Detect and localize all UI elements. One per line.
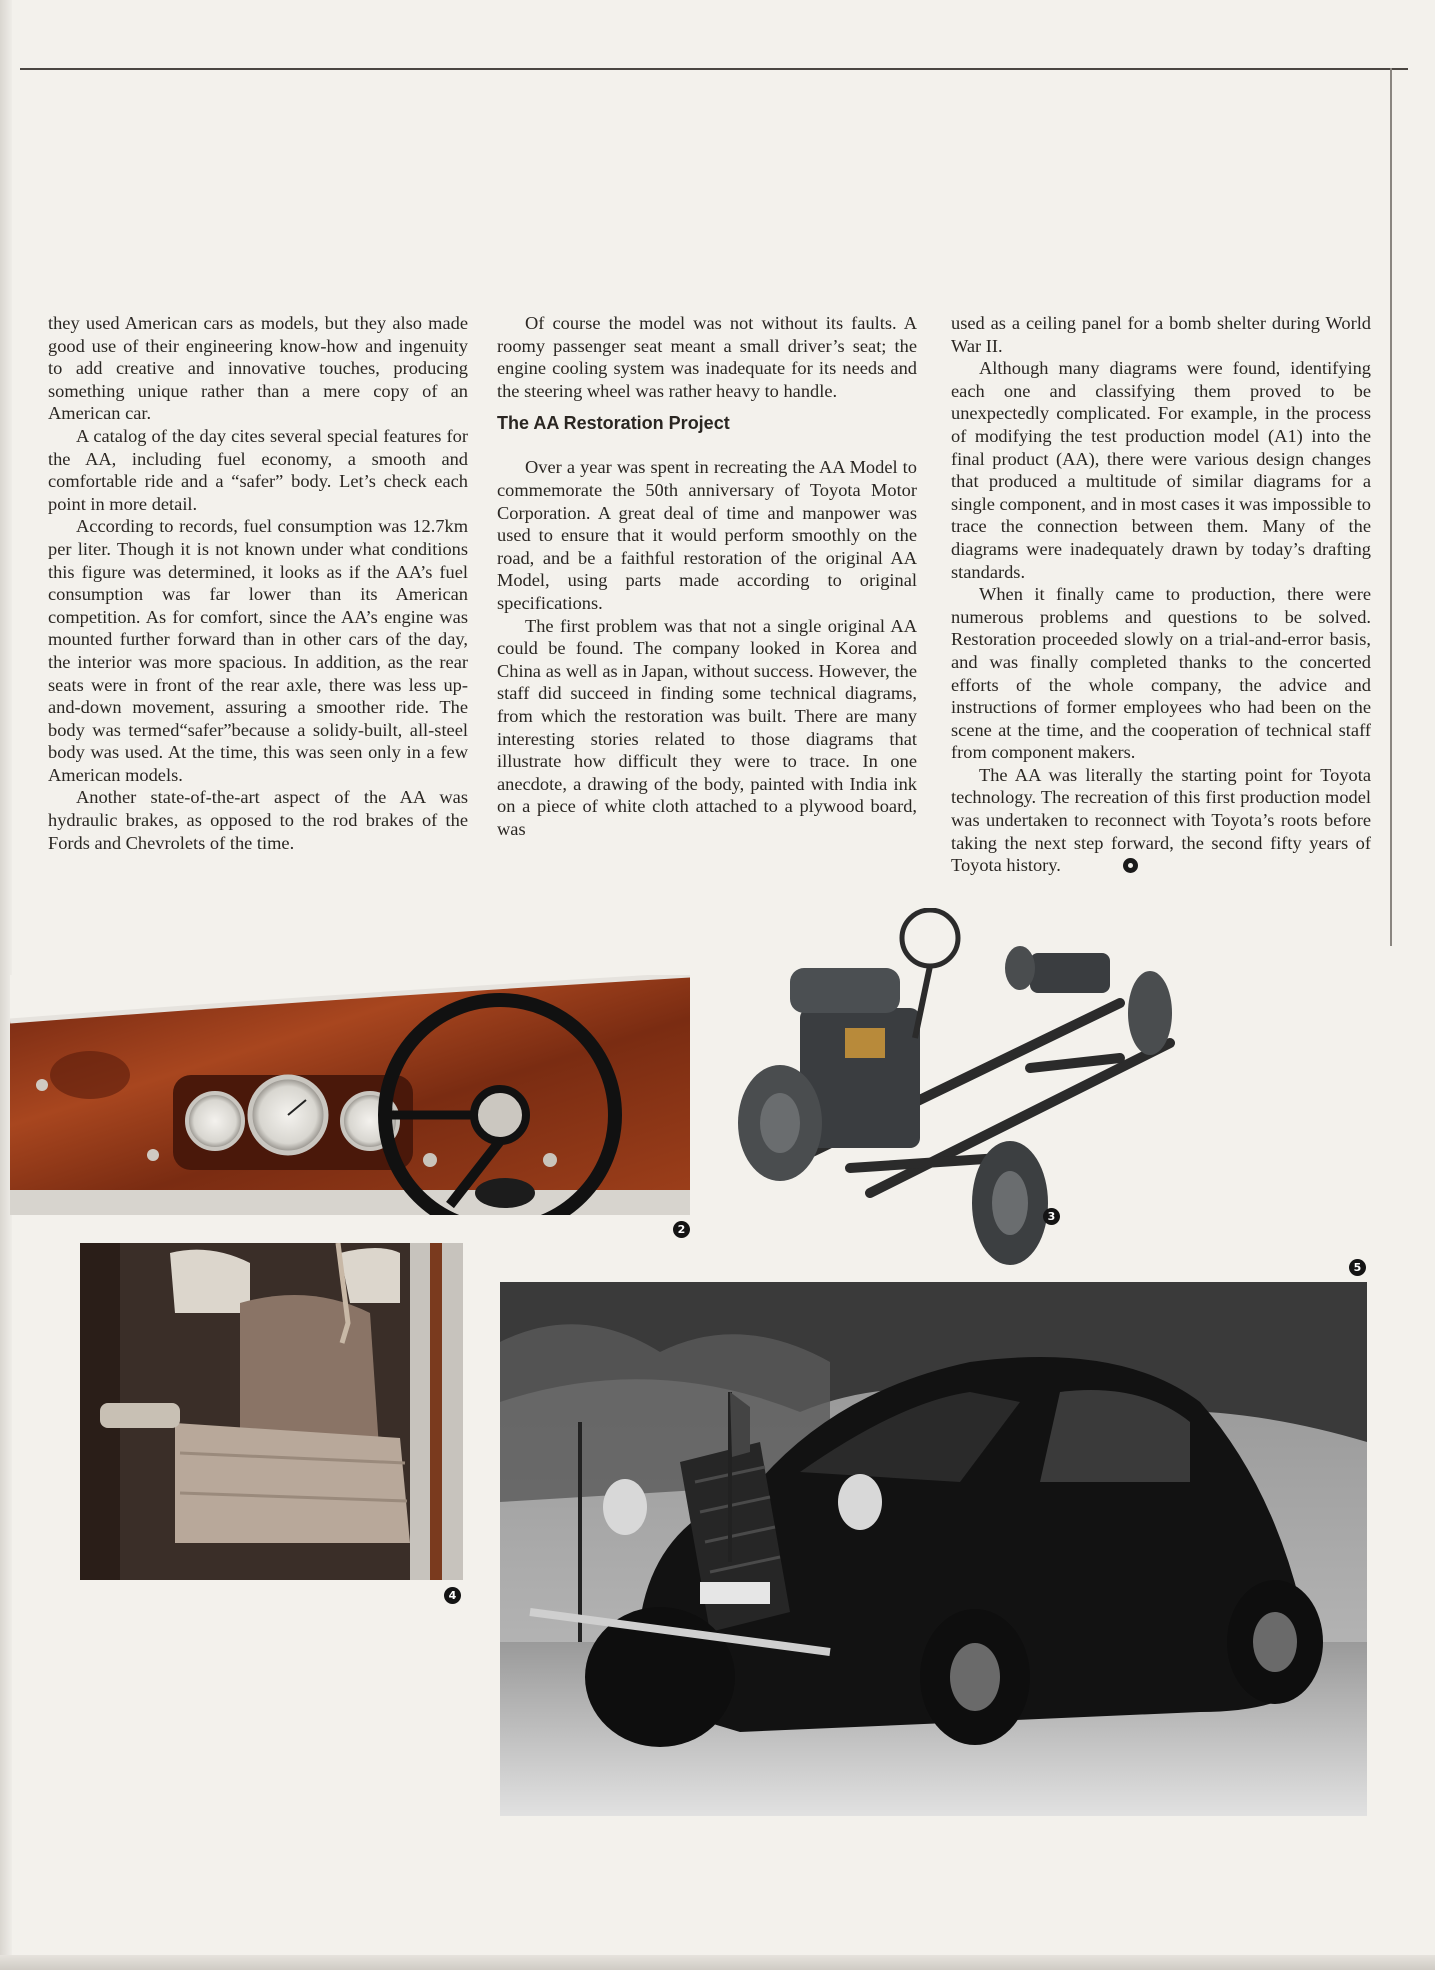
paragraph-text: The AA was literally the starting point for Toyota technology. The recreation of this first production model was undertaken to reconnect with Toyota’s roots before taking the next step forward, the second fifty years of Toyota history.	[951, 764, 1371, 876]
dashboard-icon	[10, 975, 690, 1215]
right-rule	[1390, 68, 1392, 946]
vintage-car-icon	[500, 1282, 1367, 1816]
rear-seat-photo	[80, 1243, 463, 1580]
paragraph	[951, 764, 1371, 877]
dashboard-photo	[10, 975, 690, 1215]
figure-number-5: 5	[1349, 1259, 1366, 1276]
figure-number-4: 4	[444, 1587, 461, 1604]
paragraph: Another state-of-the-art aspect of the AA was hydraulic brakes, as opposed to the rod brakes of the Fords and Chevrolets of the time.	[48, 787, 468, 853]
article-column-2	[497, 312, 917, 840]
end-of-article-icon	[1123, 858, 1138, 873]
article-column-3	[951, 312, 1371, 877]
paragraph: The first problem was that not a single original AA could be found. The company looked in Korea and China as well as in Japan, without success. However, the staff did succeed in finding some technical diagrams, from which the restoration was built. There are many interesting stories related to those diagrams that illustrate how difficult they were to trace. In one anecdote, a drawing of the body, painted with India ink on a piece of white cloth attached to a plywood board, was	[497, 615, 917, 839]
page-bottom-edge	[0, 1955, 1435, 1970]
top-rule	[20, 68, 1408, 70]
paragraph: Over a year was spent in recreating the AA Model to commemorate the 50th anniversary of Toyota Motor Corporation. A great deal of time and manpower was used to ensure that it would perform smoothly on the road, and be a faithful restoration of the original AA Model, using parts made according to original specifications.	[497, 457, 917, 613]
paragraph: they used American cars as models, but they also made good use of their engineering know-how and ingenuity to add creative and innovative touches, producing something unique rather than a mere copy of an American car.	[48, 313, 468, 424]
paragraph: When it finally came to production, there were numerous problems and questions to be solved. Restoration proceeded slowly on a trial-and-error basis, and was finally completed thanks to the concerted efforts of the whole company, the advice and instructions of former employees who had been on the scene at the time, and the cooperation of technical staff from component makers.	[951, 584, 1371, 763]
paragraph: used as a ceiling panel for a bomb shelter during World War II.	[951, 313, 1371, 356]
paragraph: Although many diagrams were found, identifying each one and classifying them proved to be unexpectedly complicated. For example, in the process of modifying the test production model (A1) into the final product (AA), there were various design changes that produced a multitude of similar diagrams for a single component, and in most cases it was impossible to trace the connection between them. Many of the diagrams were inadequately drawn by today’s drafting standards.	[951, 358, 1371, 582]
section-heading: The AA Restoration Project	[497, 413, 730, 434]
vintage-car-photo	[500, 1282, 1367, 1816]
paragraph: A catalog of the day cites several special features for the AA, including fuel economy, a smooth and comfortable ride and a “safer” body. Let’s check each point in more detail.	[48, 425, 468, 514]
figure-number-2: 2	[673, 1221, 690, 1238]
rear-seat-icon	[80, 1243, 463, 1580]
article-column-1	[48, 312, 468, 854]
figure-number-3: 3	[1043, 1208, 1060, 1225]
chassis-icon	[700, 908, 1190, 1268]
paragraph: According to records, fuel consumption was 12.7km per liter. Though it is not known under what conditions this figure was determined, it looks as if the AA’s fuel consumption was far lower than its American competition. As for comfort, since the AA’s engine was mounted further forward than in other cars of the day, the interior was more spacious. In addition, as the rear seats were in front of the rear axle, there was less up-and-down movement, assuring a smoother ride. The body was termed“safer”because a solidy-built, all-steel body was used. At the time, this was seen only in a few American models.	[48, 516, 468, 785]
chassis-photo	[700, 908, 1190, 1268]
paragraph: Of course the model was not without its faults. A roomy passenger seat meant a small driver’s seat; the engine cooling system was inadequate for its needs and the steering wheel was rather heavy to handle.	[497, 313, 917, 401]
